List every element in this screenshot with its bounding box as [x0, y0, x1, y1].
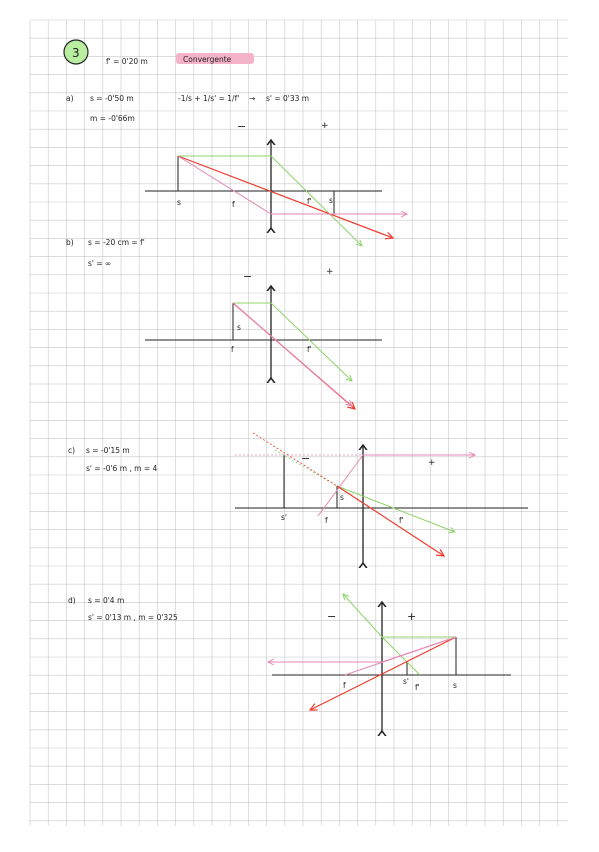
equation-arrow: →: [249, 94, 256, 103]
section-a-label: a): [66, 94, 74, 103]
section-d-label: d): [68, 596, 76, 605]
ray-central: [310, 637, 456, 710]
section-c-line-2: s' = -0'6 m , m = 4: [86, 464, 158, 473]
ray-focal: [233, 303, 352, 406]
label-s: s: [453, 681, 457, 690]
lens-equation: -1/s + 1/s' = 1/f': [178, 94, 240, 103]
label-s: s: [177, 198, 181, 207]
section-a-plus-sign: +: [321, 121, 329, 131]
label-f: f: [343, 681, 346, 690]
label-f: f: [232, 200, 235, 209]
label-f-prime: f': [307, 345, 312, 354]
label-f: f: [325, 516, 328, 525]
section-d-line-2: s' = 0'13 m , m = 0'325: [88, 613, 178, 622]
label-f-prime: f': [307, 197, 312, 206]
section-c-label: c): [68, 446, 76, 455]
section-d-minus-sign: −: [327, 610, 337, 623]
grid-background: [30, 20, 568, 826]
problem-number: 3: [72, 46, 80, 60]
section-b-line-2: s' = ∞: [88, 259, 112, 268]
ray-pink-2: [382, 637, 456, 662]
label-s-prime: s': [329, 196, 335, 205]
ray-focal: [178, 156, 407, 214]
label-f-prime: f': [399, 516, 404, 525]
label-f: f: [231, 345, 234, 354]
section-a-line-1: s = -0'50 m: [90, 94, 134, 103]
section-d-line-1: s = 0'4 m: [88, 596, 125, 605]
ray-focal-in: [318, 455, 363, 516]
section-b: [66, 238, 382, 409]
lens-type: Convergente: [183, 55, 232, 64]
section-a-minus-sign: −: [237, 120, 247, 133]
problem-header: [64, 40, 254, 66]
label-s: s: [237, 323, 241, 332]
section-b-minus-sign: −: [243, 270, 253, 283]
section-b-label: b): [66, 238, 74, 247]
section-b-line-1: s = -20 cm = f': [88, 238, 145, 247]
label-f-prime: f': [415, 683, 420, 692]
section-a-result: s' = 0'33 m: [266, 94, 310, 103]
label-s: s: [340, 493, 344, 502]
label-s-prime: s': [281, 513, 287, 522]
ray-parallel: [343, 594, 456, 637]
section-b-plus-sign: +: [326, 267, 334, 277]
section-d: [68, 594, 511, 731]
section-a: [66, 94, 407, 246]
focal-length: f' = 0'20 m: [106, 57, 148, 66]
ray-central: [178, 156, 393, 238]
section-d-plus-sign: +: [407, 610, 417, 623]
section-a-line-2: m = -0'66m: [90, 114, 135, 123]
ray-parallel: [233, 303, 352, 381]
section-c: [68, 433, 528, 563]
ray-red-virtual: [253, 433, 337, 486]
section-c-line-1: s = -0'15 m: [86, 446, 130, 455]
section-c-minus-sign: −: [301, 452, 311, 465]
label-s-prime: s': [403, 677, 409, 686]
section-c-plus-sign: +: [428, 458, 436, 468]
